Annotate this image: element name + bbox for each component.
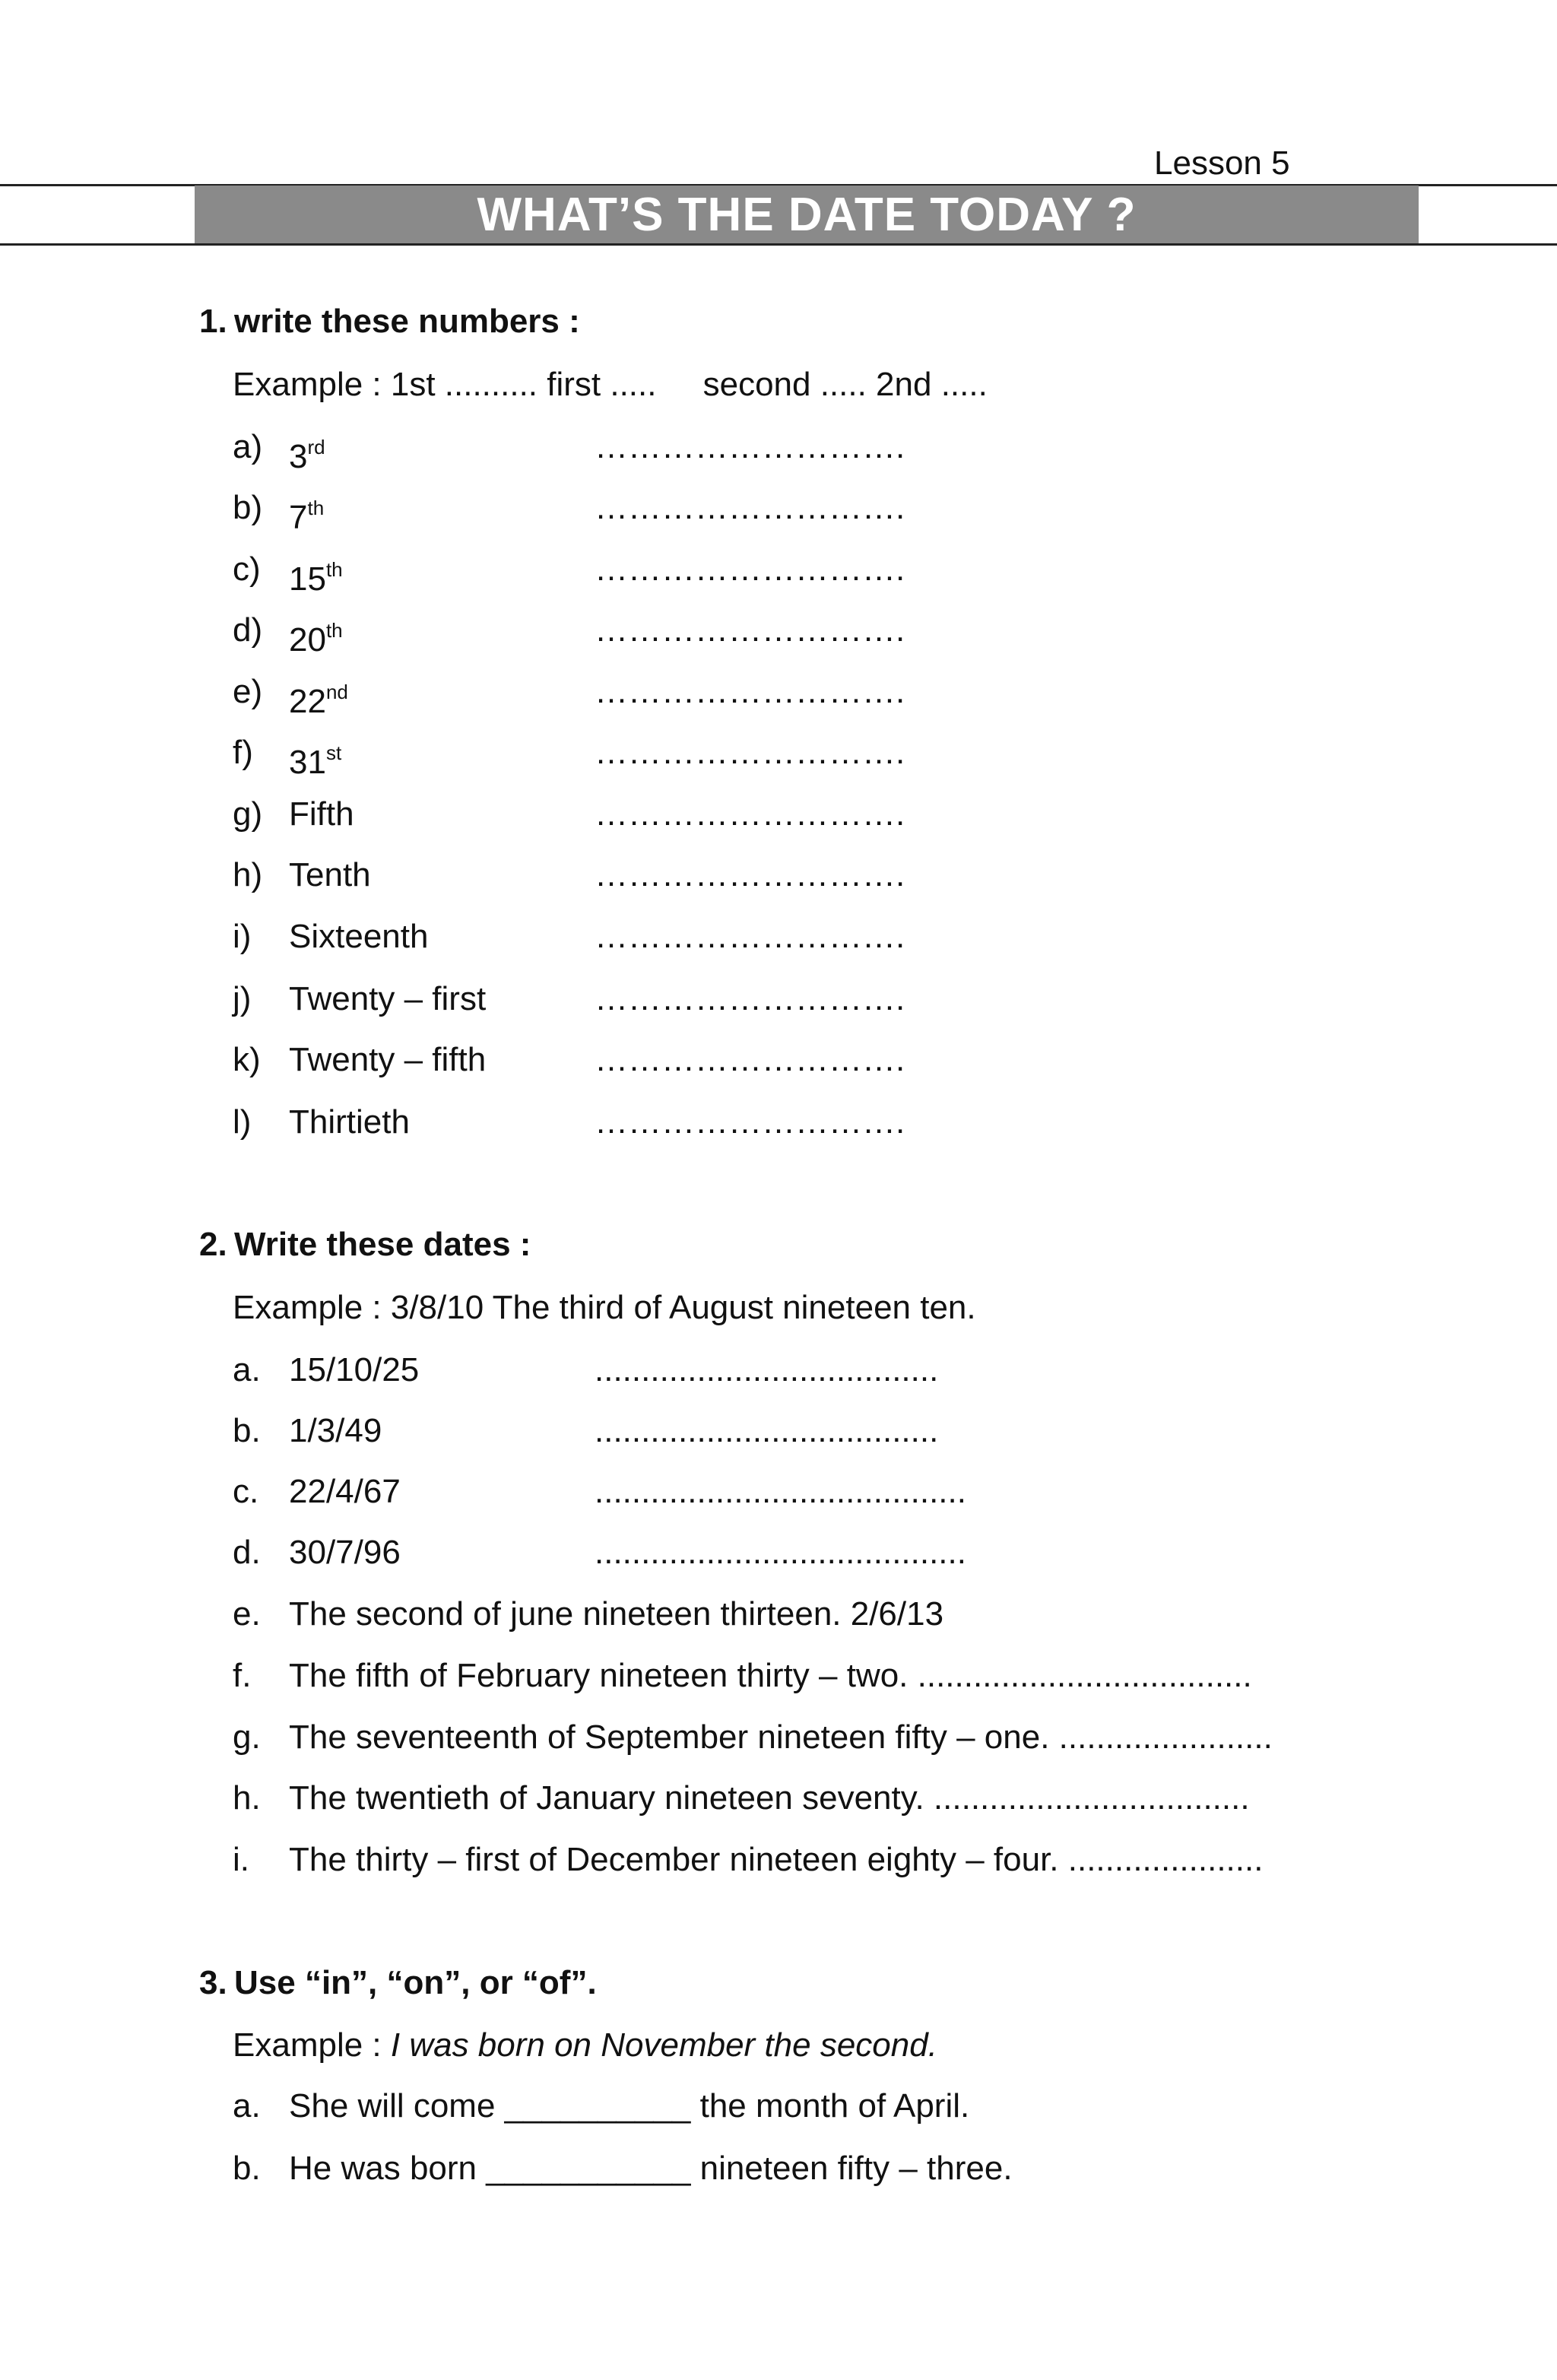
answer-blank: ..................................... <box>595 1412 939 1449</box>
ordinal-base: Fifth <box>289 795 354 833</box>
answer-blank: ………………………. <box>595 1103 905 1141</box>
item-label: b. <box>233 1412 261 1449</box>
section-2-heading <box>199 1226 531 1264</box>
ordinal-base: Thirtieth <box>289 1103 410 1141</box>
answer-blank: ………………………. <box>595 673 905 710</box>
ordinal-base: 15 <box>289 560 326 598</box>
section-3-example <box>233 2026 937 2065</box>
item-label: f) <box>233 734 253 771</box>
example-sentence: I was born on November the second. <box>390 2026 937 2064</box>
section-1-number: 1. <box>199 303 227 340</box>
answer-blank: ………………………. <box>595 734 905 771</box>
item-label: d. <box>233 1534 261 1571</box>
ordinal-suffix: th <box>325 619 343 642</box>
answer-blank: ........................................ <box>595 1473 966 1510</box>
answer-blank: ………………………. <box>595 795 905 833</box>
section-3-heading <box>199 1964 597 2002</box>
answer-blank: ........................................ <box>595 1534 966 1571</box>
ordinal-base: Tenth <box>289 856 371 893</box>
item-label: a. <box>233 2087 261 2125</box>
section-1-title: write these numbers : <box>234 303 580 340</box>
item-ordinal <box>289 611 343 660</box>
item-label: j) <box>233 980 252 1017</box>
item-ordinal <box>289 550 343 599</box>
answer-blank: ………………………. <box>595 551 905 588</box>
ordinal-base: Twenty – first <box>289 980 487 1017</box>
item-date: 1/3/49 <box>289 1412 382 1449</box>
ordinal-suffix: th <box>325 558 343 581</box>
item-label: c. <box>233 1473 259 1510</box>
item-ordinal <box>289 979 486 1019</box>
item-label: g) <box>233 795 263 833</box>
item-ordinal <box>289 855 371 895</box>
ordinal-suffix: nd <box>325 681 348 703</box>
answer-blank: ………………………. <box>595 856 905 893</box>
item-label: f. <box>233 1657 252 1694</box>
item-date: 22/4/67 <box>289 1473 401 1510</box>
item-label: k) <box>233 1041 261 1078</box>
answer-blank: ………………………. <box>595 918 905 955</box>
answer-blank: ………………………. <box>595 611 905 649</box>
lesson-label: Lesson 5 <box>1154 144 1290 182</box>
item-date: The seventeenth of September nineteen fifty – one. ....................... <box>289 1718 1273 1756</box>
item-ordinal <box>289 795 354 834</box>
item-label: e. <box>233 1595 261 1633</box>
item-date: The fifth of February nineteen thirty – two. .................................... <box>289 1657 1252 1694</box>
item-label: h) <box>233 856 263 893</box>
ordinal-suffix: rd <box>307 436 325 459</box>
bottom-rule <box>0 243 1557 246</box>
ordinal-base: 22 <box>289 683 326 720</box>
item-sentence: He was born ___________ nineteen fifty – three. <box>289 2150 1013 2187</box>
item-ordinal <box>289 672 348 722</box>
ordinal-base: 3 <box>289 438 308 475</box>
section-1-heading <box>199 303 580 341</box>
item-label: a) <box>233 428 263 465</box>
item-label: h. <box>233 1779 261 1817</box>
item-label: e) <box>233 673 263 710</box>
section-2-number: 2. <box>199 1226 227 1263</box>
answer-blank: ………………………. <box>595 980 905 1017</box>
item-ordinal <box>289 1103 410 1142</box>
item-label: b. <box>233 2150 261 2187</box>
section-3-title: Use “in”, “on”, or “of”. <box>234 1964 597 2001</box>
ordinal-suffix: th <box>307 497 325 519</box>
item-label: i) <box>233 918 252 955</box>
section-1-example: Example : 1st .......... first ..... second ..... 2nd ..... <box>233 366 988 403</box>
item-date: 15/10/25 <box>289 1351 420 1388</box>
item-date: 30/7/96 <box>289 1534 401 1571</box>
answer-blank: ………………………. <box>595 1041 905 1078</box>
item-ordinal <box>289 427 325 477</box>
ordinal-base: 7 <box>289 499 308 536</box>
ordinal-base: Twenty – fifth <box>289 1041 487 1078</box>
answer-blank: ..................................... <box>595 1351 939 1388</box>
item-date: The second of june nineteen thirteen. 2/6/13 <box>289 1595 944 1633</box>
item-label: c) <box>233 551 261 588</box>
ordinal-base: Sixteenth <box>289 918 429 955</box>
section-3-number: 3. <box>199 1964 227 2001</box>
item-ordinal <box>289 488 324 538</box>
section-2-title: Write these dates : <box>234 1226 531 1263</box>
item-date: The twentieth of January nineteen seventy. .................................. <box>289 1779 1250 1817</box>
answer-blank: ………………………. <box>595 489 905 526</box>
item-label: l) <box>233 1103 252 1141</box>
section-2-example: Example : 3/8/10 The third of August nineteen ten. <box>233 1289 976 1326</box>
ordinal-base: 31 <box>289 744 326 781</box>
example-prefix: Example : <box>233 2026 391 2064</box>
answer-blank: ………………………. <box>595 428 905 465</box>
item-label: g. <box>233 1718 261 1756</box>
item-label: i. <box>233 1841 249 1878</box>
item-sentence: She will come __________ the month of April. <box>289 2087 970 2125</box>
ordinal-suffix: st <box>325 741 342 764</box>
item-ordinal <box>289 917 428 957</box>
item-label: b) <box>233 489 263 526</box>
page-title: WHAT’S THE DATE TODAY ? <box>195 186 1419 245</box>
ordinal-base: 20 <box>289 621 326 658</box>
item-date: The thirty – first of December nineteen eighty – four. ..................... <box>289 1841 1264 1878</box>
item-ordinal <box>289 733 341 782</box>
item-label: d) <box>233 611 263 649</box>
item-label: a. <box>233 1351 261 1388</box>
item-ordinal <box>289 1040 486 1080</box>
